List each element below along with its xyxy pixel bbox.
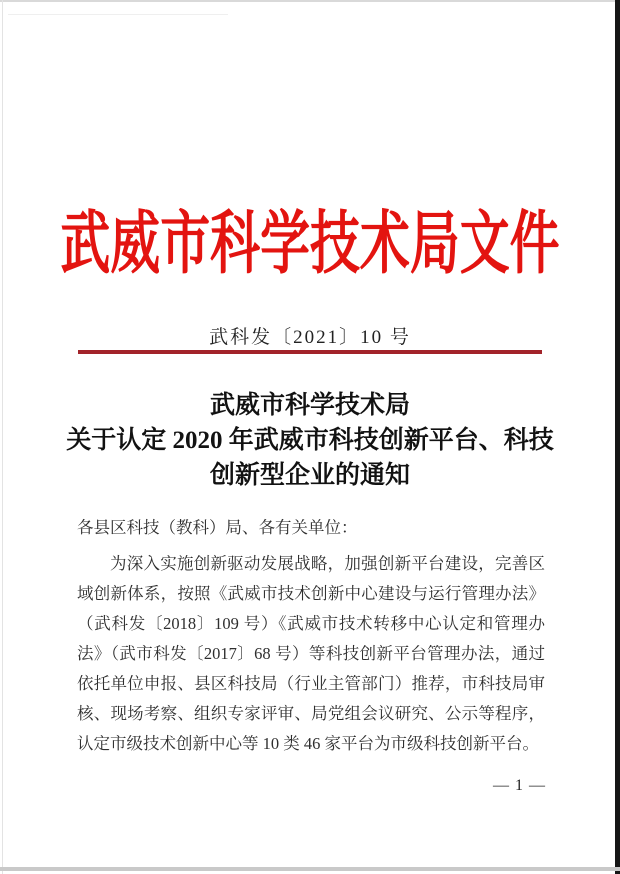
page-number: — 1 — [493,777,546,794]
agency-header-title: 武威市科学技术局文件 [60,207,560,284]
document-number: 武科发〔2021〕10 号 [209,327,411,348]
scan-edge-inner [8,14,228,15]
scan-edge-left [2,0,3,874]
document-title-line-3: 创新型企业的通知 [209,462,410,489]
scan-edge-bottom [0,867,620,871]
salutation: 各县区科技（教科）局、各有关单位： [77,518,358,537]
document-body [77,513,545,759]
document-title [30,388,590,493]
document-title-line-2: 关于认定 2020 年武威市科技创新平台、科技 [66,427,554,454]
scan-edge-right [615,0,620,874]
document-title-line-1: 武威市科学技术局 [209,392,410,419]
red-divider-line [78,350,542,354]
scan-edge-top [0,0,620,2]
body-paragraph: 为深入实施创新驱动发展战略，加强创新平台建设，完善区域创新体系，按照《武威市技术创新中心建设与运行管理办法》（武科发〔2018〕109 号）《武威市技术转移中心认定和管理办法》（武市科发〔2017〕68 号）等科技创新平台管理办法，通过依托单位申报、县区科技局（行业主管部门）推荐，市科技局审核、现场考察、组织专家评审、局党组会议研究、公示等程序，认定市级技术创新中心等 10 类 46 家平台为市级科技创新平台。 [77,554,545,753]
